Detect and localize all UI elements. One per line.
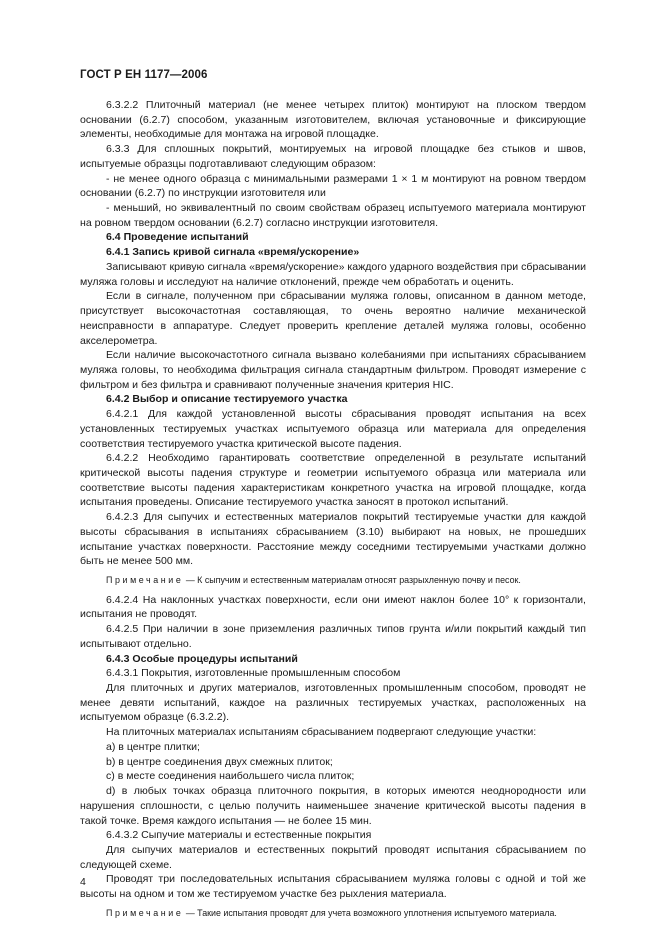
- list-item: b) в центре соединения двух смежных плиток;: [106, 755, 333, 768]
- paragraph: 6.4.2.1 Для каждой установленной высоты сбрасывания проводят испытания на всех установленных тестируемых участках испытуемого образца или материала для определения соответствия тестируемого участка критической высоте падения.: [80, 408, 586, 450]
- document-header: ГОСТ Р ЕН 1177—2006: [80, 69, 208, 81]
- paragraph: 6.4.2.4 На наклонных участках поверхности, если они имеют наклон более 10° к горизонтали, испытания не проводят.: [80, 593, 586, 621]
- paragraph: 6.4.3.1 Покрытия, изготовленные промышленным способом: [106, 667, 401, 680]
- list-item: a) в центре плитки;: [106, 740, 200, 753]
- paragraph: 6.4.2.2 Необходимо гарантировать соответствие определенной в результате испытаний критической высоты падения структуре и геометрии испытуемого образца или материала или соответствие высоты падения характеристикам конкретного участка на игровой площадке, когда испытания проведены. Описание тестируемого участка заносят в протокол испытаний.: [80, 452, 586, 509]
- note-text: — Такие испытания проводят для учета возможного уплотнения испытуемого материала.: [185, 907, 557, 918]
- paragraph: Для плиточных и других материалов, изготовленных промышленным способом, проводят не менее девяти испытаний, каждое на различных тестируемых участках, расположенных на испытуемом образце (6.3.2.2).: [80, 682, 586, 724]
- paragraph: На плиточных материалах испытаниям сбрасыванием подвергают следующие участки:: [106, 726, 537, 739]
- paragraph: 6.4.3.2 Сыпучие материалы и естественные покрытия: [106, 829, 372, 842]
- paragraph: Записывают кривую сигнала «время/ускорение» каждого ударного воздействия при сбрасывании муляжа головы и исследуют на наличие отклонений, прежде чем обработать и оценить.: [80, 260, 586, 288]
- list-item: c) в месте соединения наибольшего числа плиток;: [106, 770, 355, 783]
- paragraph: 6.4.2.5 При наличии в зоне приземления различных типов грунта и/или покрытий каждый тип испытывают отдельно.: [80, 623, 586, 650]
- paragraph: Если наличие высокочастотного сигнала вызвано колебаниями при испытаниях сбрасыванием муляжа головы, то необходима фильтрация сигнала стандартным фильтром. Проводят измерение с фильтром и без фильтра и сравнивают полученные значения критерия HIC.: [80, 349, 586, 391]
- page-number: 4: [80, 876, 86, 888]
- section-heading: 6.4 Проведение испытаний: [106, 231, 249, 244]
- subsection-heading: 6.4.2 Выбор и описание тестируемого участка: [106, 393, 348, 406]
- paragraph: Проводят три последовательных испытания сбрасыванием муляжа головы с одной и той же высоты на одном и том же тестируемом участке без рыхления материала.: [80, 873, 586, 901]
- note: [80, 906, 586, 921]
- paragraph: - не менее одного образца с минимальными размерами 1 × 1 м монтируют на ровном твердом основании (6.2.7) по инструкции изготовителя или: [80, 172, 586, 200]
- paragraph: 6.4.2.3 Для сыпучих и естественных материалов покрытий тестируемые участки для каждой высоты сбрасывания в испытаниях сбрасыванием (3.10) выбирают на новых, не прошедших испытание участках поверхности. Расстояние между соседними тестируемыми участками должно быть не менее 500 мм.: [80, 511, 586, 568]
- document-body: [80, 98, 586, 926]
- subsection-heading: 6.4.1 Запись кривой сигнала «время/ускорение»: [106, 246, 360, 259]
- paragraph: 6.3.3 Для сплошных покрытий, монтируемых на игровой площадке без стыков и швов, испытуемые образцы подготавливают следующим образом:: [80, 143, 586, 170]
- note-text: — К сыпучим и естественным материалам относят разрыхленную почву и песок.: [185, 575, 521, 585]
- list-item: d) в любых точках образца плиточного покрытия, в которых имеются неоднородности или нарушения сплошности, с целью получить наименьшее значение критической высоты падения в такой точке. Время каждого испытания — не более 15 мин.: [80, 785, 586, 827]
- paragraph: Если в сигнале, полученном при сбрасывании муляжа головы, описанном в данном методе, присутствует высокочастотная составляющая, то очень вероятно наличие механической неисправности в аппаратуре. Следует проверить крепление деталей муляжа головы, особенно акселерометра.: [80, 290, 586, 347]
- note-label: Примечание: [106, 575, 184, 585]
- note-label: Примечание: [106, 907, 184, 918]
- paragraph: - меньший, но эквивалентный по своим свойствам образец испытуемого материала монтируют на ровном твердом основании (6.2.7) согласно инструкции изготовителя.: [80, 202, 586, 229]
- paragraph: 6.3.2.2 Плиточный материал (не менее четырех плиток) монтируют на плоском твердом основании (6.2.7) способом, указанным изготовителем, включая установочные и фиксирующие элементы, необходимые для монтажа на игровой площадке.: [80, 99, 586, 141]
- note: [80, 573, 586, 588]
- paragraph: Для сыпучих материалов и естественных покрытий проводят испытания сбрасыванием по следующей схеме.: [80, 843, 586, 871]
- subsection-heading: 6.4.3 Особые процедуры испытаний: [106, 652, 298, 665]
